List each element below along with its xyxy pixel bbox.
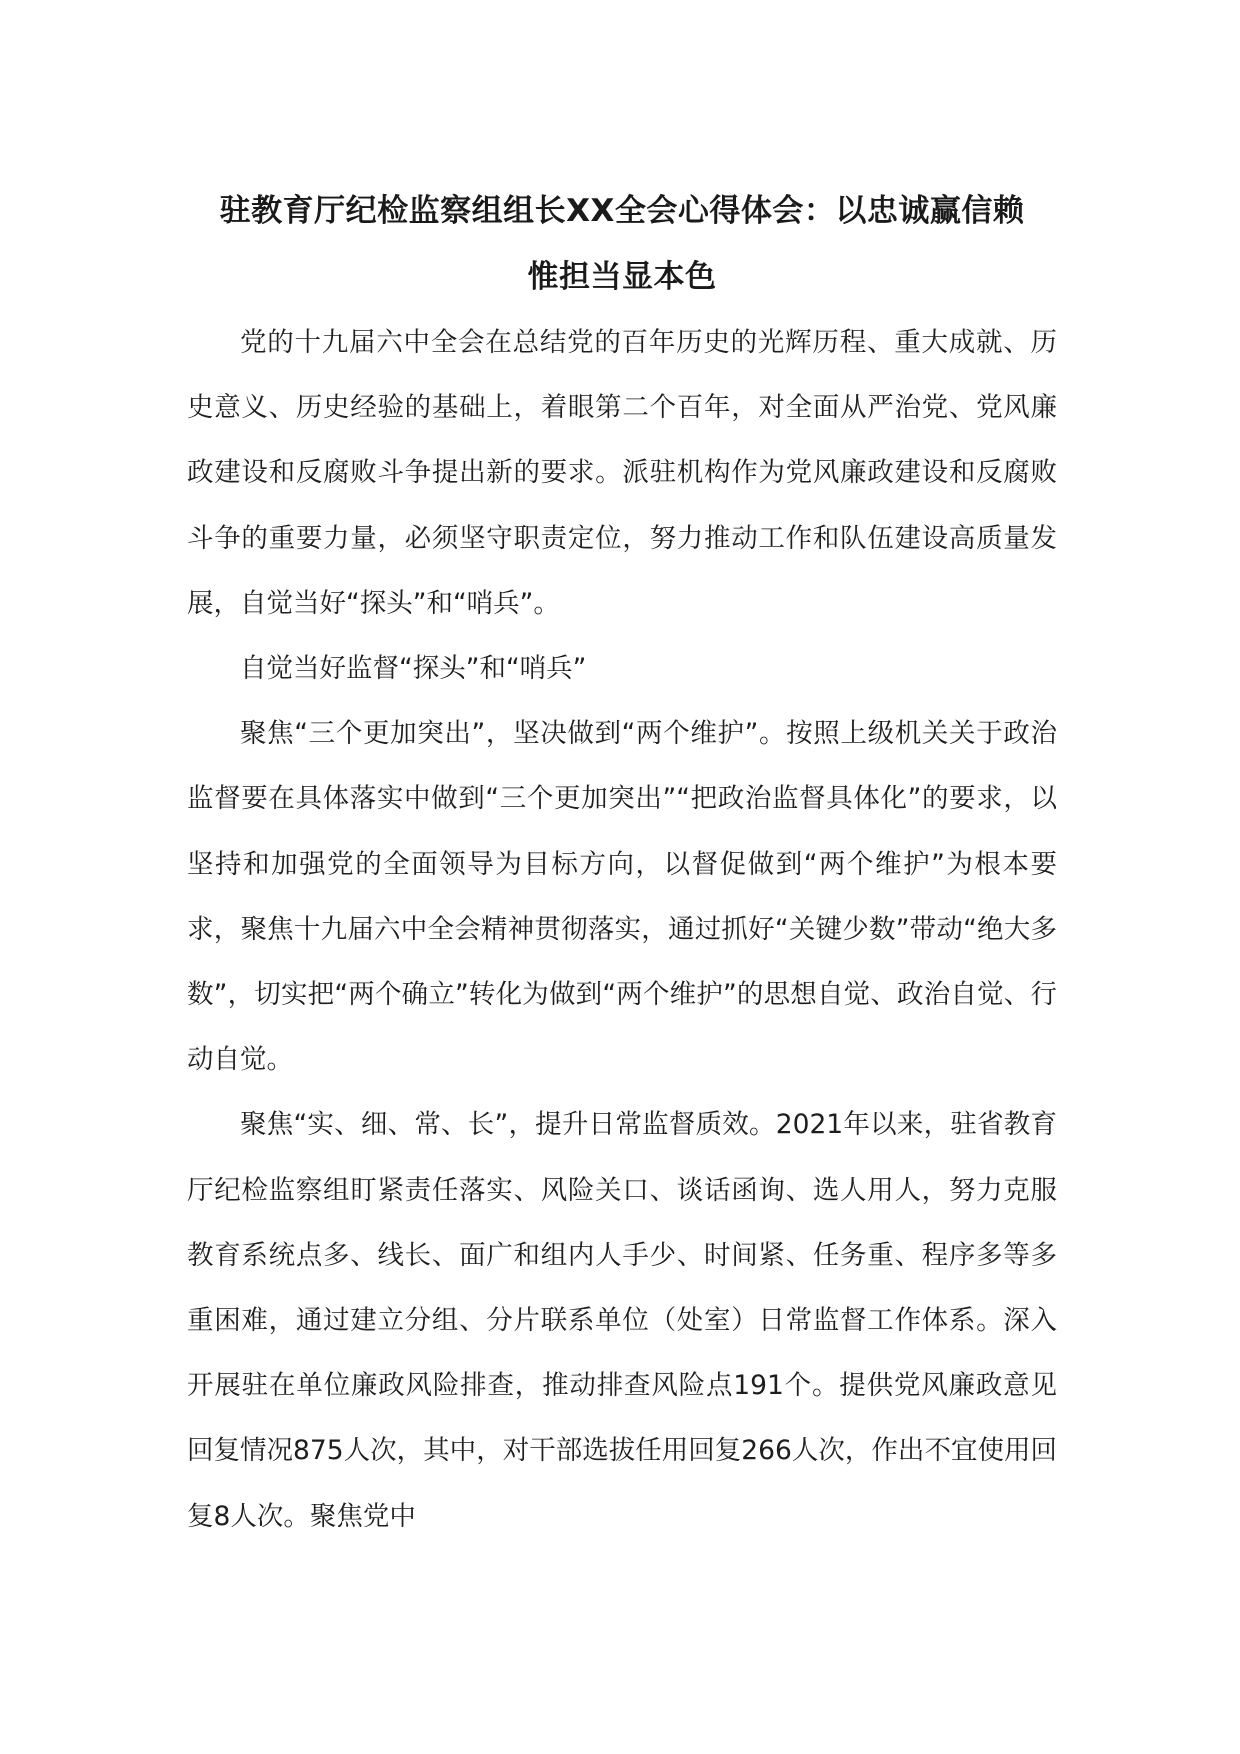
document-page <box>187 178 1057 1549</box>
document-title <box>187 178 1057 310</box>
title-line-2: 惟担当显本色 <box>527 259 717 295</box>
section-heading: 自觉当好监督“探头”和“哨兵” <box>240 653 587 685</box>
title-line-1: 驻教育厅纪检监察组组长XX全会心得体会：以忠诚赢信赖 <box>219 193 1025 229</box>
paragraph-daily-supervision: 聚焦“实、细、常、长”，提升日常监督质效。2021年以来，驻省教育厅纪检监察组盯紧责任落实、风险关口、谈话函询、选人用人，努力克服教育系统点多、线长、面广和组内人手少、时间紧、任务重、程序多等多重困难，通过建立分组、分片联系单位（处室）日常监督工作体系。深入开展驻在单位廉政风险排查，推动排查风险点191个。提供党风廉政意见回复情况875人次，其中，对干部选拔任用回复266人次，作出不宜使用回复8人次。聚焦党中 <box>187 1109 1057 1532</box>
paragraph-political-supervision: 聚焦“三个更加突出”，坚决做到“两个维护”。按照上级机关关于政治监督要在具体落实中做到“三个更加突出”“把政治监督具体化”的要求，以坚持和加强党的全面领导为目标方向，以督促做到“两个维护”为根本要求，聚焦十九届六中全会精神贯彻落实，通过抓好“关键少数”带动“绝大多数”，切实把“两个确立”转化为做到“两个维护”的思想自觉、政治自觉、行动自觉。 <box>187 718 1057 1076</box>
intro-paragraph: 党的十九届六中全会在总结党的百年历史的光辉历程、重大成就、历史意义、历史经验的基础上，着眼第二个百年，对全面从严治党、党风廉政建设和反腐败斗争提出新的要求。派驻机构作为党风廉政建设和反腐败斗争的重要力量，必须坚守职责定位，努力推动工作和队伍建设高质量发展，自觉当好“探头”和“哨兵”。 <box>187 327 1057 619</box>
